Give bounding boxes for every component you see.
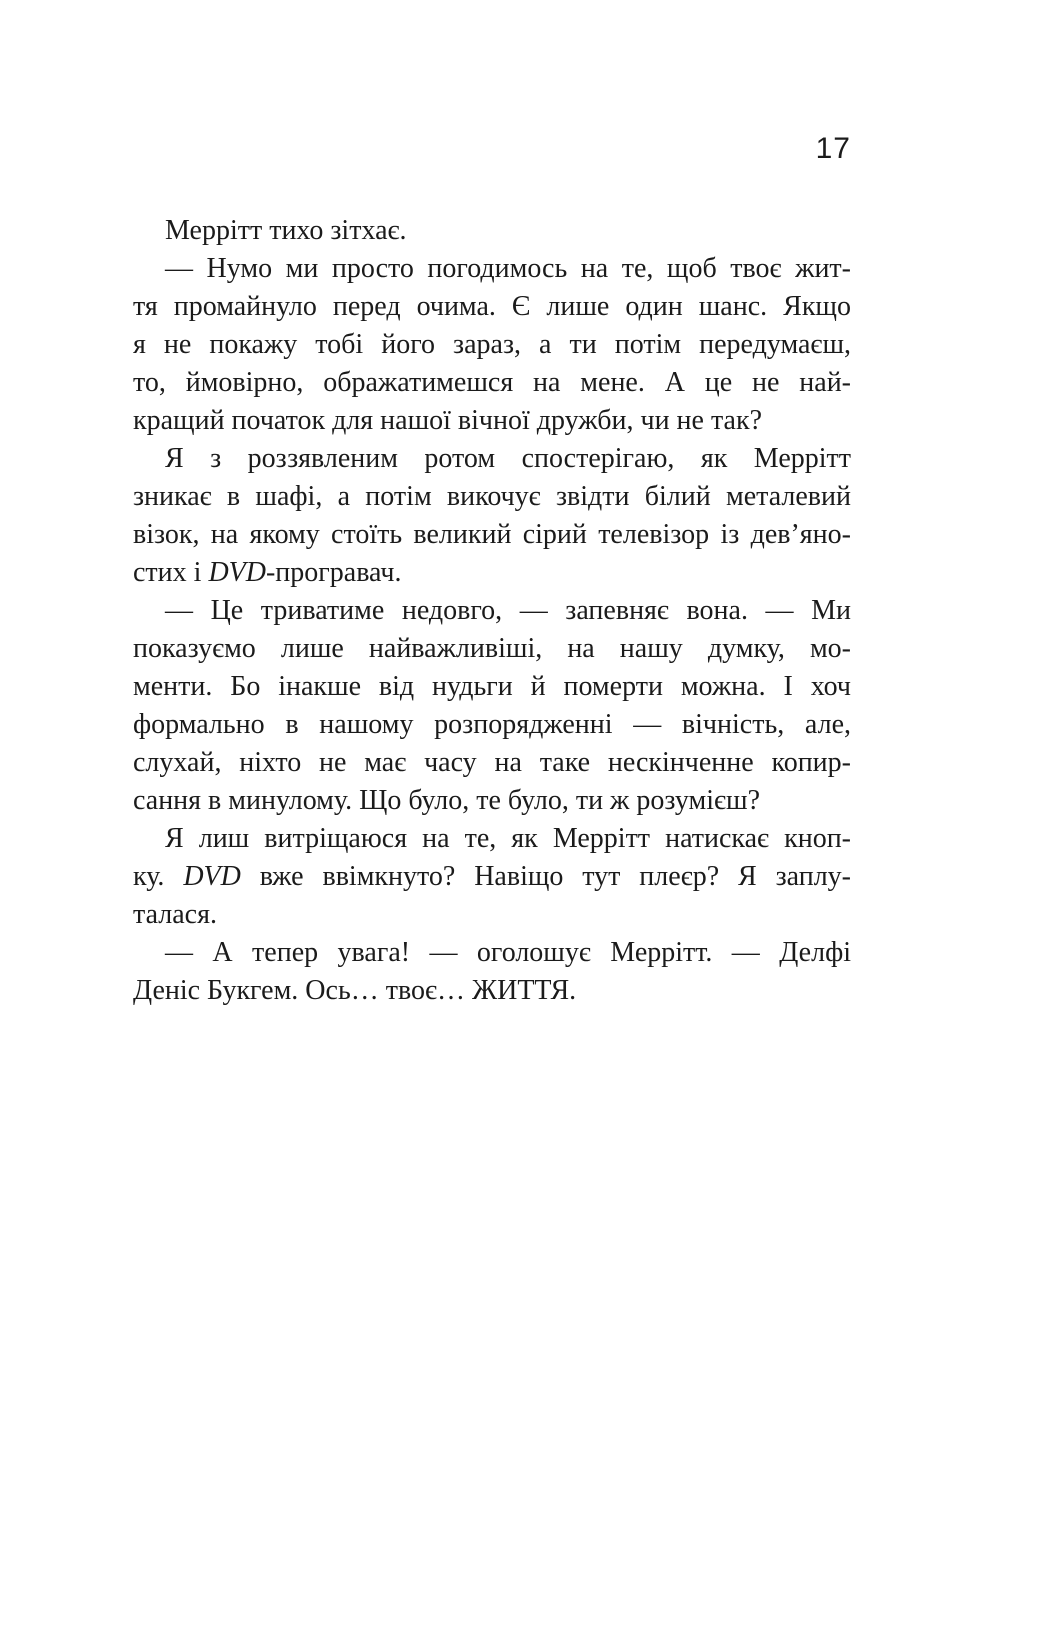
text-segment: тя промайнуло перед очима. Є лише один шанс. Якщо [133,291,851,322]
text-line [133,820,851,858]
text-segment: зникає в шафі, а потім викочує звідти білий металевий [133,481,851,512]
page-number: 17 [815,132,851,165]
text-line [133,250,851,288]
text-segment: показуємо лише найважливіші, на нашу думку, мо- [133,633,851,664]
text-segment: візок, на якому стоїть великий сірий телевізор із дев’яно- [133,519,851,550]
text-segment: Я лиш витріщаюся на те, як Меррітт натискає кноп- [165,823,851,854]
text-segment: ку. [133,861,184,892]
text-line [133,440,851,478]
text-line [133,478,851,516]
text-line [133,630,851,668]
text-segment: менти. Бо інакше від нудьги й померти можна. І хоч [133,671,851,702]
text-segment: -програвач. [265,557,402,588]
text-segment: я не покажу тобі його зараз, а ти потім передумаєш, [133,329,851,360]
paragraph [133,440,851,592]
text-line [133,934,851,972]
text-line [133,668,851,706]
text-line [133,706,851,744]
text-segment: то, ймовірно, ображатимешся на мене. А це не най- [133,367,851,398]
text-line [133,364,851,402]
text-segment: слухай, ніхто не має часу на таке нескінченне копир- [133,747,851,778]
text-segment: Деніс Букгем. Ось… твоє… ЖИТТЯ. [133,975,577,1006]
text-line [133,288,851,326]
text-segment: вже ввімкнуто? Навіщо тут плеєр? Я заплу- [240,861,852,892]
text-line [133,592,851,630]
italic-text: DVD [183,861,241,892]
text-line [133,212,851,250]
text-line [133,554,851,592]
text-line [133,326,851,364]
text-segment: Меррітт тихо зітхає. [165,215,407,246]
italic-text: DVD [208,557,266,588]
text-segment: талася. [133,899,217,930]
body-text [133,212,851,1010]
text-line [133,744,851,782]
paragraph [133,212,851,250]
text-segment: стих і [133,557,209,588]
text-line [133,782,851,820]
text-segment: Я з роззявленим ротом спостерігаю, як Меррітт [165,443,851,474]
text-line [133,516,851,554]
text-segment: — Нумо ми просто погодимось на те, щоб твоє жит- [165,253,851,284]
text-segment: — А тепер увага! — оголошує Меррітт. — Делфі [165,937,851,968]
text-line [133,402,851,440]
text-segment: кращий початок для нашої вічної дружби, чи не так? [133,405,763,436]
text-line [133,896,851,934]
text-line [133,858,851,896]
paragraph [133,934,851,1010]
paragraph [133,592,851,820]
paragraph [133,250,851,440]
text-segment: формально в нашому розпорядженні — вічність, але, [133,709,851,740]
text-segment: — Це триватиме недовго, — запевняє вона. — Ми [165,595,851,626]
text-segment: сання в минулому. Що було, те було, ти ж розумієш? [133,785,761,816]
text-line [133,972,851,1010]
paragraph [133,820,851,934]
